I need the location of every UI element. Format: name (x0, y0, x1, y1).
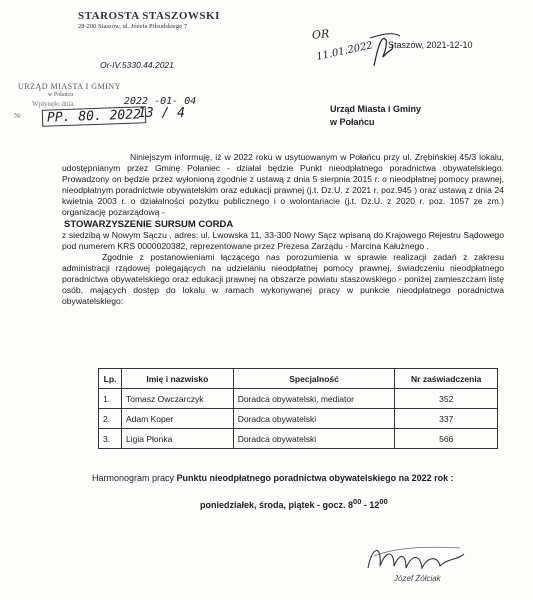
addressee (330, 103, 421, 129)
signature-scribble (360, 540, 470, 576)
entry-stamp-line1: URZĄD MIASTA I GMINY (18, 82, 121, 91)
letter-body (62, 152, 504, 307)
table-cell: 1. (99, 389, 122, 409)
table-cell: Doradca obywatelski (233, 409, 395, 429)
table-cell: 566 (395, 429, 498, 449)
table-cell: 352 (395, 389, 498, 409)
table-row (99, 409, 498, 429)
schedule-days: poniedziałek, środa, piątek - gocz. 8 (200, 500, 354, 510)
table-cell: 2. (99, 409, 122, 429)
table-cell: 3. (99, 429, 122, 449)
handwritten-note: OR (311, 27, 330, 42)
header-stamp-address: 28-200 Staszów, ul. Józefa Piłsudskiego 7 (78, 23, 188, 30)
entry-stamp-line4: Nr (14, 112, 22, 120)
staff-table (98, 368, 498, 449)
handwritten-signature-mark (312, 26, 402, 76)
table-cell: 337 (395, 409, 498, 429)
paragraph-intro: Niniejszym informuję, iż w 2022 roku w usytuowanym w Połańcu przy ul. Zrębińskiej 45/3 lokalu, udostępnianym przez Gminę Połaniec - działał będzie Punkt nieodpłatnego poradnictwa obywatelskiego. Prowadzony on będzie przez wyłonioną zgodnie z ustawą z dnia 5 sierpnia 2015 r. o nieodpłatnej pomocy prawnej, nieodpłatnym poradnictwie obywatelskim oraz edukacji prawnej (j.t. Dz.U. z 2021 r. poz.945 ) oraz ustawą z dnia 24 kwietnia 2003 r. o działalności pożytku publicznego i o wolontariacie (j.t. Dz.U. z 2020 r. poz. 1057 ze zm.) organizację pozarządową - (62, 152, 504, 217)
entry-stamp-line3: Wpłynęło dnia (32, 100, 74, 108)
schedule-bold: Punktu nieodpłatnego poradnictwa obywatelskiego na 2022 rok : (176, 473, 454, 483)
entry-stamp (14, 82, 214, 128)
table-header-cell: Specjalność (233, 369, 395, 389)
schedule-start-sup: 00 (353, 497, 362, 506)
signature-stamp (360, 540, 470, 590)
reference-number: Or-IV.5330.44.2021 (100, 60, 174, 70)
table-header-cell: Nr zaświadczenia (395, 369, 498, 389)
table-row (99, 429, 498, 449)
table-cell: Adam Koper (122, 409, 234, 429)
table-header-cell: Imię i nazwisko (122, 369, 234, 389)
header-stamp-office: STAROSTA STASZOWSKI (78, 10, 220, 22)
schedule-sep: - 12 (361, 500, 380, 510)
table-header-row (99, 369, 498, 389)
paragraph-organization: z siedzibą w Nowym Sączu , adres: ul. Lwowska 11, 33-300 Nowy Sącz wpisaną do Krajowego Rejestru Sądowego pod numerem KRS 0000020382, reprezentowane przez Prezesa Zarządu - Marcina Kałużnego . (62, 230, 504, 251)
schedule-prefix: Harmonogram pracy (92, 473, 175, 483)
table-cell: Doradca obywatelski (233, 429, 395, 449)
header-stamp (78, 10, 220, 30)
table-cell: Ligia Płonka (122, 429, 234, 449)
handwritten-note-date: 11.01.2022 (315, 40, 374, 63)
schedule-title (92, 466, 454, 490)
place-date: Staszów, 2021-12-10 (388, 40, 473, 50)
addressee-line2: w Połańcu (330, 117, 375, 127)
schedule-end-sup: 00 (379, 497, 388, 506)
table-cell: Tomasz Owczarczyk (122, 389, 234, 409)
entry-stamp-line2: w Połańcu (48, 92, 74, 98)
entry-stamp-date: 2022 -01- 04 (124, 96, 197, 107)
entry-stamp-number: PP. 80. 2022 (42, 106, 146, 127)
table-header-cell: Lp. (99, 369, 122, 389)
paragraph-agreement: Zgodnie z postanowieniami łączącego nas porozumienia w sprawie realizacji zadań z zakresu administracji rządowej polegających na udzielaniu nieodpłatnej pomocy prawnej, świadczeniu nieodpłatnego poradnictwa obywatelskiego oraz edukacji prawnej na obszarze powiatu staszowskiego - poniżej zamieszczam listę osób, mających dostęp do lokalu w ramach wykonywanej pracy w punkcie nieodpłatnego poradnictwa obywatelskiego: (62, 252, 504, 306)
table-row (99, 389, 498, 409)
schedule-hours (92, 490, 454, 517)
organization-name: STOWARZYSZENIE SURSUM CORDA (64, 219, 234, 230)
table-cell: Doradca obywatelski, mediator (233, 389, 395, 409)
signature-name: Józef Żółciak (394, 574, 441, 583)
addressee-line1: Urząd Miasta i Gminy (330, 104, 422, 114)
schedule (92, 466, 454, 517)
entry-stamp-initials: 13 / 4 (138, 106, 185, 121)
